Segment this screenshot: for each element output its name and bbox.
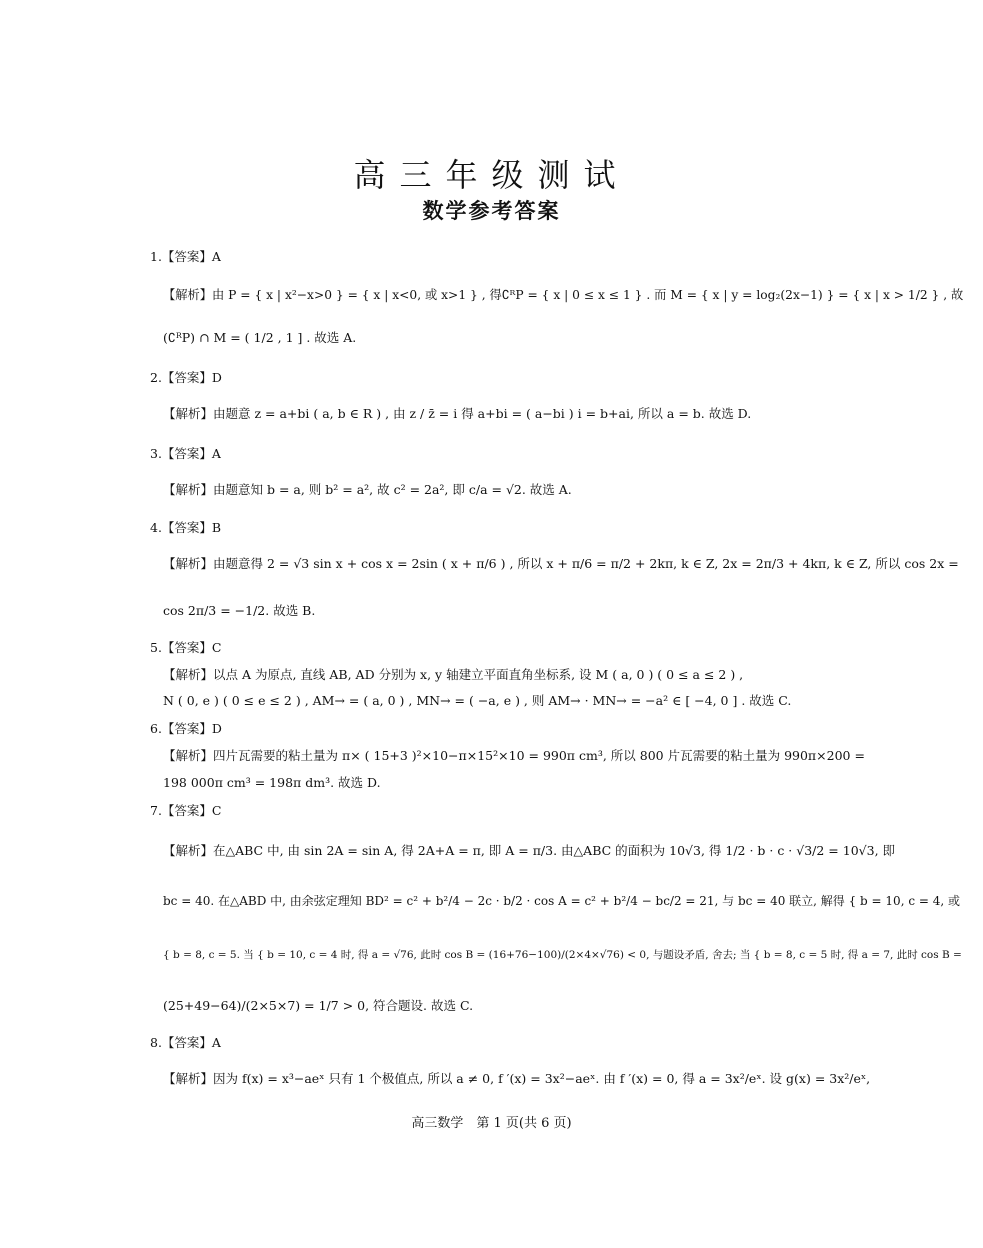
page-subtitle: 数学参考答案 — [422, 199, 561, 223]
analysis-5-line-2: N ( 0, e ) ( 0 ≤ e ≤ 2 ) , AM→ = ( a, 0 ) , MN→ = ( −a, e ) , 则 AM→ · MN→ = −a² ∈ [ −4, 0 ] . 故选 C. — [163, 693, 792, 708]
analysis-2-line-1: 【解析】由题意 z = a+bi ( a, b ∈ R ) , 由 z / z̄ = i 得 a+bi = ( a−bi ) i = b+ai, 所以 a = b. 故选 D. — [163, 406, 752, 421]
answer-6-label: 6.【答案】D — [150, 721, 222, 736]
answer-4-label: 4.【答案】B — [150, 520, 222, 535]
answer-1-label: 1.【答案】A — [150, 249, 221, 264]
analysis-4-line-2: cos 2π/3 = −1/2. 故选 B. — [163, 603, 316, 618]
analysis-7-line-1: 【解析】在△ABC 中, 由 sin 2A = sin A, 得 2A+A = π, 即 A = π/3. 由△ABC 的面积为 10√3, 得 1/2 · b · c · √3/2 = 10√3, 即 — [163, 843, 896, 858]
answer-7-label: 7.【答案】C — [150, 803, 222, 818]
answer-2-label: 2.【答案】D — [150, 370, 222, 385]
page-footer: 高三数学 第 1 页(共 6 页) — [411, 1116, 572, 1131]
answer-5-label: 5.【答案】C — [150, 640, 222, 655]
answer-3-label: 3.【答案】A — [150, 446, 221, 461]
analysis-7-line-3: { b = 8, c = 5. 当 { b = 10, c = 4 时, 得 a = √76, 此时 cos B = (16+76−100)/(2×4×√76) < 0, 与题设矛盾, 舍去; 当 { b = 8, c = 5 时, 得 a = 7, 此时 cos B = — [163, 949, 962, 961]
analysis-8-line-1: 【解析】因为 f(x) = x³−aeˣ 只有 1 个极值点, 所以 a ≠ 0, f ′(x) = 3x²−aeˣ. 由 f ′(x) = 0, 得 a = 3x²/eˣ. 设 g(x) = 3x²/eˣ, — [163, 1071, 871, 1086]
analysis-3-line-1: 【解析】由题意知 b = a, 则 b² = a², 故 c² = 2a², 即 c/a = √2. 故选 A. — [163, 482, 572, 497]
analysis-7-line-4: (25+49−64)/(2×5×7) = 1/7 > 0, 符合题设. 故选 C. — [163, 998, 474, 1013]
answer-8-label: 8.【答案】A — [150, 1035, 221, 1050]
analysis-6-line-2: 198 000π cm³ = 198π dm³. 故选 D. — [163, 775, 381, 790]
analysis-1-line-1: 【解析】由 P = { x | x²−x>0 } = { x | x<0, 或 x>1 } , 得∁ᴿP = { x | 0 ≤ x ≤ 1 } . 而 M = { x | y = log₂(2x−1) } = { x | x > 1/2 } , 故 — [163, 288, 964, 302]
analysis-6-line-1: 【解析】四片瓦需要的粘土量为 π× ( 15+3 )²×10−π×15²×10 = 990π cm³, 所以 800 片瓦需要的粘土量为 990π×200 = — [163, 748, 865, 763]
analysis-4-line-1: 【解析】由题意得 2 = √3 sin x + cos x = 2sin ( x + π/6 ) , 所以 x + π/6 = π/2 + 2kπ, k ∈ Z, 2x = 2π/3 + 4kπ, k ∈ Z, 所以 cos 2x = — [163, 556, 959, 571]
page-title: 高三年级测试 — [353, 156, 630, 194]
analysis-5-line-1: 【解析】以点 A 为原点, 直线 AB, AD 分别为 x, y 轴建立平面直角坐标系, 设 M ( a, 0 ) ( 0 ≤ a ≤ 2 ) , — [163, 667, 744, 682]
analysis-7-line-2: bc = 40. 在△ABD 中, 由余弦定理知 BD² = c² + b²/4 − 2c · b/2 · cos A = c² + b²/4 − bc/2 = 21, 与 bc = 40 联立, 解得 { b = 10, c = 4, 或 — [163, 894, 960, 908]
analysis-1-line-2: (∁ᴿP) ∩ M = ( 1/2 , 1 ] . 故选 A. — [163, 330, 357, 345]
